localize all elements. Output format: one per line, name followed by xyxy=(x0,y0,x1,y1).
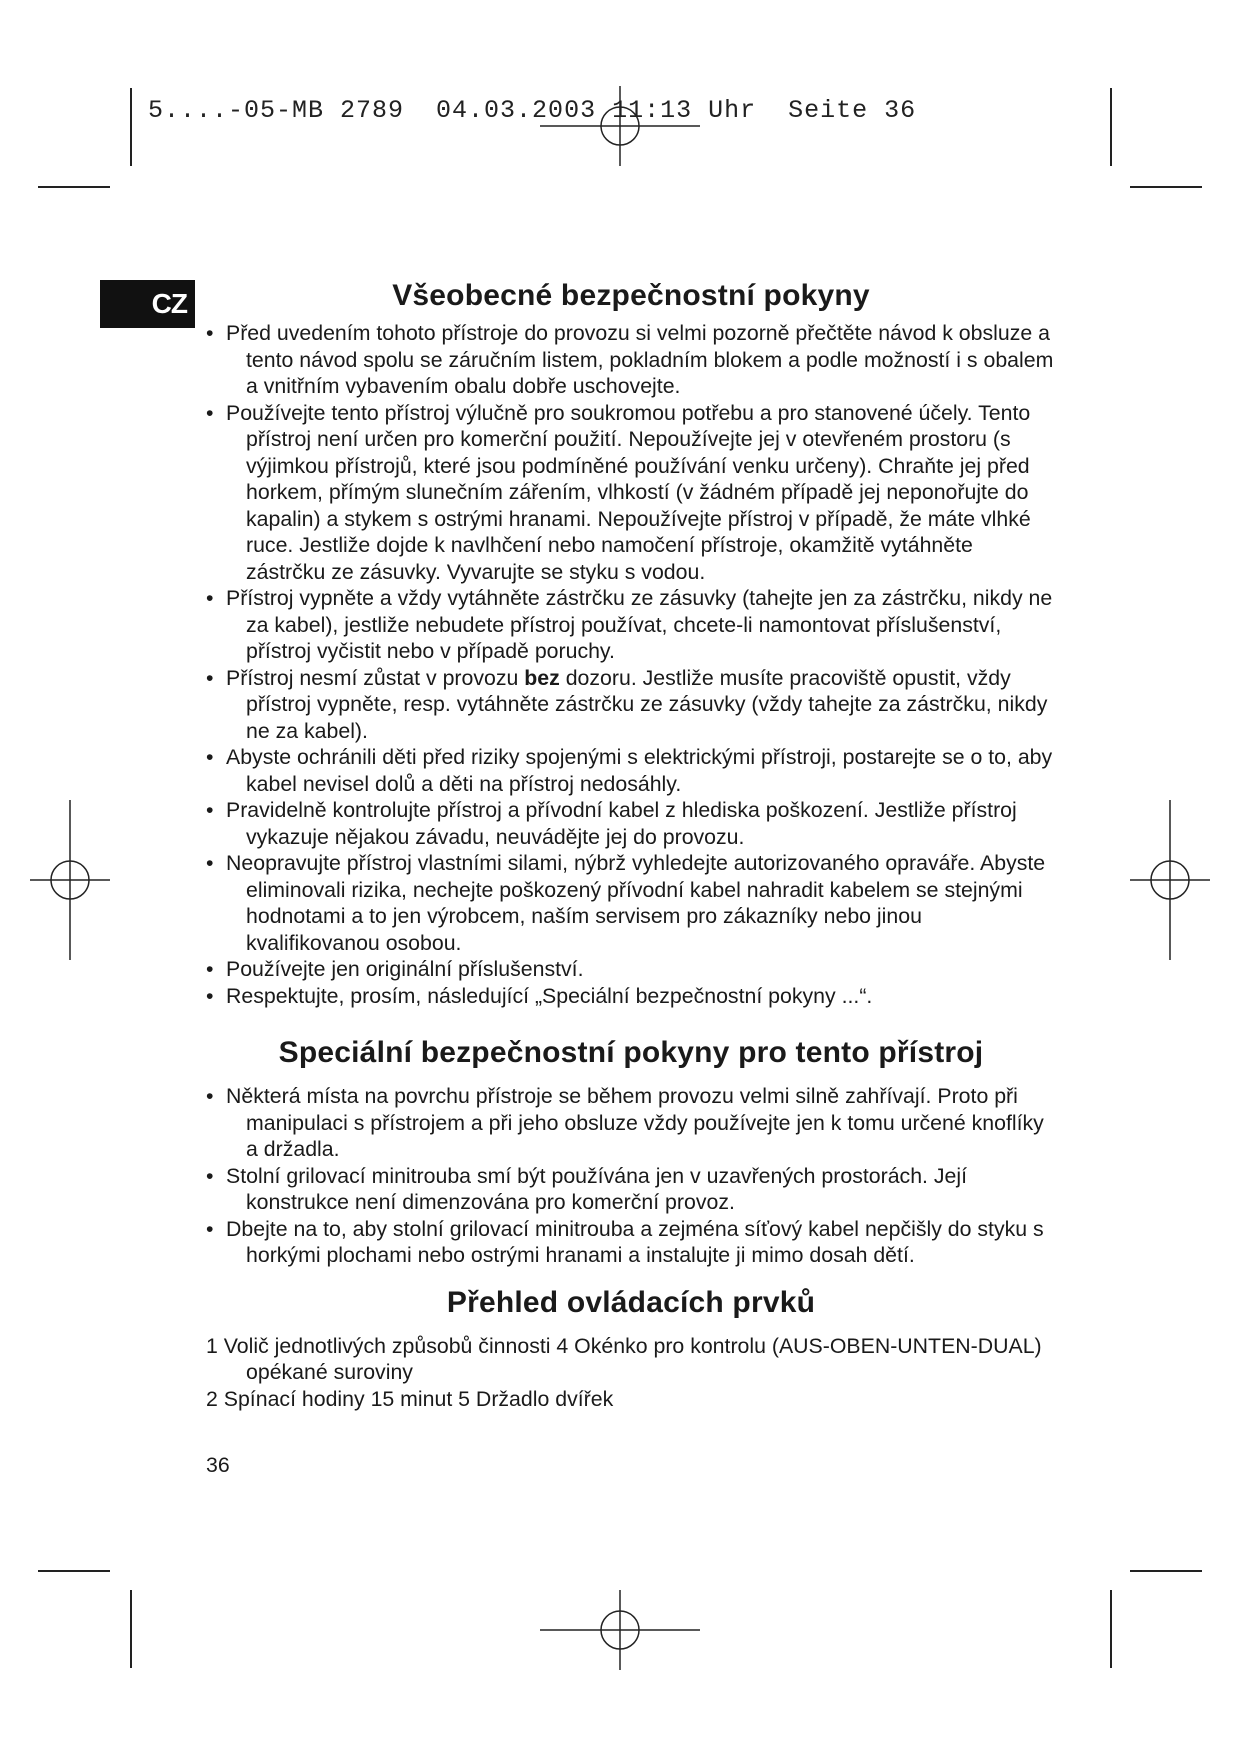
general-safety-title: Všeobecné bezpečnostní pokyny xyxy=(392,279,870,312)
crop-mark xyxy=(38,1570,110,1572)
list-item: • Stolní grilovací minitrouba smí být používána jen v uzavřených prostorách. Její konstrukce není dimenzována pro komerční provoz. xyxy=(206,1163,1056,1216)
crop-mark xyxy=(1130,1570,1202,1572)
registration-mark-left xyxy=(30,800,110,960)
list-item: • Abyste ochránili děti před riziky spojenými s elektrickými přístroji, postarejte se o to, aby kabel nevisel dolů a děti na přístroj nedosáhly. xyxy=(206,744,1056,797)
crop-mark xyxy=(130,1590,132,1668)
special-safety-list xyxy=(206,1083,1056,1269)
list-item: 1 Volič jednotlivých způsobů činnosti 4 Okénko pro kontrolu (AUS-OBEN-UNTEN-DUAL) opékané suroviny xyxy=(206,1333,1042,1384)
list-item: • Přístroj vypněte a vždy vytáhněte zástrčku ze zásuvky (tahejte jen za zástrčku, nikdy ne za kabel), jestliže nebudete přístroj používat, chcete-li namontovat příslušenství, přístroj vyčistit nebo v případě poruchy. xyxy=(206,585,1056,665)
list-item: • Před uvedením tohoto přístroje do provozu si velmi pozorně přečtěte návod k obsluze a tento návod spolu se záručním listem, pokladním blokem a podle možností i s obalem a vnitřním vybavením obalu dobře uschovejte. xyxy=(206,320,1056,400)
crop-mark xyxy=(1110,88,1112,166)
list-item: • Některá místa na povrchu přístroje se během provozu velmi silně zahřívají. Proto při manipulaci s přístrojem a při jeho obsluze vždy používejte jen k tomu určené knoflíky a držadla. xyxy=(206,1083,1056,1163)
list-item: • Používejte jen originální příslušenství. xyxy=(206,956,1056,983)
general-safety-list xyxy=(206,320,1056,1009)
list-item-text: Přístroj nesmí zůstat v provozu xyxy=(226,665,525,690)
list-item xyxy=(206,665,1056,745)
language-tab: CZ xyxy=(100,280,195,328)
list-item: • Respektujte, prosím, následující „Speciální bezpečnostní pokyny ...“. xyxy=(206,983,1056,1010)
registration-mark-right xyxy=(1130,800,1210,960)
controls-overview-title: Přehled ovládacích prvků xyxy=(446,1285,816,1319)
registration-mark-top xyxy=(540,86,700,166)
list-item: • Pravidelně kontrolujte přístroj a přívodní kabel z hlediska poškození. Jestliže přístroj vykazuje nějakou závadu, neuvádějte jej do provozu. xyxy=(206,797,1056,850)
crop-mark xyxy=(1130,186,1202,188)
emphasis-text: bez xyxy=(524,665,560,690)
crop-mark xyxy=(38,186,110,188)
controls-list xyxy=(206,1333,1056,1413)
manual-content xyxy=(206,278,1056,1479)
print-header: 5....-05-MB 2789 04.03.2003 11:13 Uhr Seite 36 xyxy=(148,96,917,125)
page-number: 36 xyxy=(206,1453,230,1477)
list-item: • Dbejte na to, aby stolní grilovací minitrouba a zejména síťový kabel nepčišly do styku s horkými plochami nebo ostrými hranami a instalujte ji mimo dosah dětí. xyxy=(206,1216,1056,1269)
list-item: • Používejte tento přístroj výlučně pro soukromou potřebu a pro stanovené účely. Tento přístroj není určen pro komerční použití. Nepoužívejte jej v otevřeném prostoru (s výjimkou přístrojů, které jsou podmíněné používání venku určeny). Chraňte jej před horkem, přímým slunečním zářením, vlhkostí (v žádném případě jej neponořujte do kapalin) a stykem s ostrými hranami. Nepoužívejte přístroj v případě, že máte vlhké ruce. Jestliže dojde k navlhčení nebo namočení přístroje, okamžitě vytáhněte zástrčku ze zásuvky. Vyvarujte se styku s vodou. xyxy=(206,400,1056,586)
crop-mark xyxy=(130,88,132,166)
list-item: • Neopravujte přístroj vlastními silami, nýbrž vyhledejte autorizovaného opraváře. Abyste eliminovali rizika, nechejte poškozený přívodní kabel nahradit kabelem se stejnými hodnotami a to jen výrobcem, naším servisem pro zákazníky nebo jinou kvalifikovanou osobou. xyxy=(206,850,1056,956)
registration-mark-bottom xyxy=(540,1590,700,1670)
list-item-text: dozoru. Jestliže musíte pracoviště opustit, vždy přístroj vypněte, resp. vytáhněte zástrčku ze zásuvky (vždy tahejte za zástrčku, nikdy ne za kabel). xyxy=(246,665,1048,743)
list-item: 2 Spínací hodiny 15 minut 5 Držadlo dvířek xyxy=(206,1386,614,1411)
special-safety-title: Speciální bezpečnostní pokyny pro tento přístroj xyxy=(278,1036,984,1069)
crop-mark xyxy=(1110,1590,1112,1668)
